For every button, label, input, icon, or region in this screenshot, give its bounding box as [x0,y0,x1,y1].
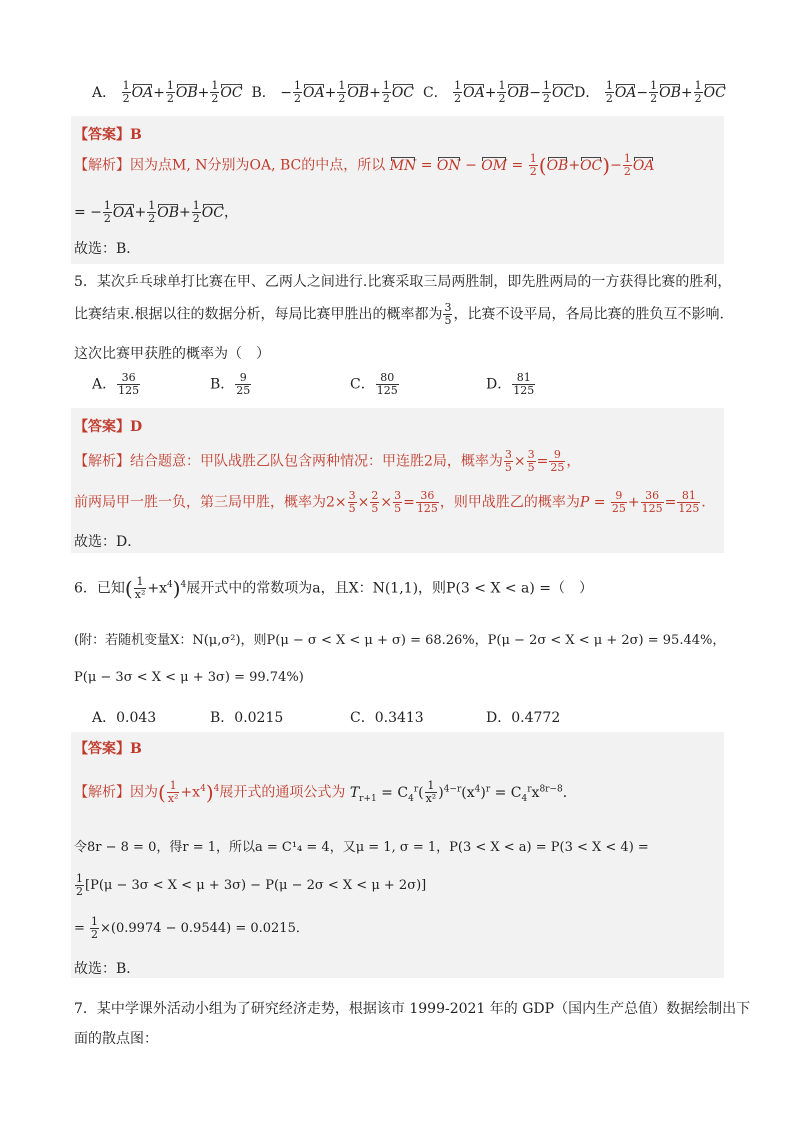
q4-analysis-result: = − $\frac{1}{2}$ OA+ $\frac{1}{2}$ OB+ $\frac{1}{2}$ OC， [74,199,238,225]
q5-option-d: D． $\frac{81}{125}$ [486,371,535,397]
q6-answer: 【答案】B [74,741,142,757]
q6-stem: 6．已知( $\frac{1}{\text{x²}}$ $+x^4)^4$展开式中的常数项为a，且X：N(1,1)，则P(3 < X < a) =（ ） [74,575,594,601]
q5-option-b: B． $\frac{9}{25}$ [210,371,251,397]
q4-option-b: B． − $\frac{1}{2}$ OA+ $\frac{1}{2}$ OB+ $\frac{1}{2}$ OC [251,79,415,105]
q5-option-a: A． $\frac{36}{125}$ [92,371,140,397]
q4-options [92,80,726,105]
q6-analysis-line1: 【解析】因为( $\frac{1}{\text{x²}}$ $+x^4)^4$展开式的通项公式为 $T_{r+1} = C_4^r$( $\frac{1}{\text{x²}}$ )$^{4-r}(x^4)^r = C_4^rx^{8r-8}$． [74,779,577,805]
q6-note-line2: P(μ − 3σ < X < μ + 3σ) = 99.74%) [74,670,304,685]
q5-option-c: C． $\frac{80}{125}$ [350,371,398,397]
q6-option-a: A．0.043 [92,710,157,726]
q6-option-c: C．0.3413 [350,710,424,726]
q5-analysis-line1: 【解析】结合题意：甲队战胜乙队包含两种情况：甲连胜2局，概率为 $\frac{3}{5}$ × $\frac{3}{5}$ = $\frac{9}{25}$ ， [74,448,581,474]
q6-option-d: D．0.4772 [486,710,561,726]
q4-answer: 【答案】B [74,127,142,143]
q4-answer-block [71,116,724,264]
q6-option-b: B．0.0215 [210,710,284,726]
q6-analysis-line3: $\frac{1}{2}$ [P(μ − 3σ < X < μ + 3σ) − P(μ − 2σ < X < μ + 2σ)] [76,872,427,898]
q5-stem-line2: 比赛结束.根据以往的数据分析，每局比赛甲胜出的概率都为 $\frac{3}{5}$ ，比赛不设平局，各局比赛的胜负互不影响. [74,301,724,327]
q4-option-a: A． $\frac{1}{2}$ OA+ $\frac{1}{2}$ OB+ $\frac{1}{2}$ OC [92,79,243,105]
q6-analysis-line2: 令8r − 8 = 0，得r = 1，所以a = C¹₄ = 4，又μ = 1, σ = 1，P(3 < X < a) = P(3 < X < 4) = [74,840,649,855]
q6-note-line1: (附：若随机变量X：N(μ,σ²)，则P(μ − σ < X < μ + σ) = 68.26%，P(μ − 2σ < X < μ + 2σ) = 95.44%， [74,633,726,648]
q5-analysis-line2: 前两局甲一胜一负，第三局甲胜，概率为2× $\frac{3}{5}$ × $\frac{2}{5}$ × $\frac{3}{5}$ = $\frac{36}{125}$ ，则甲战胜乙的概率为P = $\frac{9}{25}$ + $\frac{36}{125}$ = $\frac{81}{125}$ ． [74,489,716,515]
q4-conclusion: 故选：B． [74,241,141,257]
q5-stem-line1: 5．某次乒乓球单打比赛在甲、乙两人之间进行.比赛采取三局两胜制，即先胜两局的一方获得比赛的胜利， [74,274,732,290]
q4-option-c: C． $\frac{1}{2}$ OA+ $\frac{1}{2}$ OB− $\frac{1}{2}$ OC [422,79,575,105]
q4-analysis: 【解析】因为点M, N分别为OA, BC的中点，所以 MN = ON − OM = $\frac{1}{2}$ (OB+OC)− $\frac{1}{2}$ OA [74,152,655,178]
q6-answer-block [71,732,724,978]
q6-analysis-line4: = $\frac{1}{2}$ ×(0.9974 − 0.9544) = 0.0215． [74,915,309,941]
q6-conclusion: 故选：B． [74,961,141,977]
q5-answer-block [71,408,724,553]
q5-answer: 【答案】D [74,419,143,435]
q7-stem-line2: 面的散点图： [74,1031,158,1047]
q5-conclusion: 故选：D． [74,534,142,550]
q4-option-d: D． $\frac{1}{2}$ OA− $\frac{1}{2}$ OB+ $\frac{1}{2}$ OC [574,79,726,105]
q5-stem-line3: 这次比赛甲获胜的概率为（ ） [74,346,270,362]
q7-stem-line1: 7．某中学课外活动小组为了研究经济走势，根据该市 1999-2021 年的 GDP（国内生产总值）数据绘制出下 [74,1001,751,1017]
